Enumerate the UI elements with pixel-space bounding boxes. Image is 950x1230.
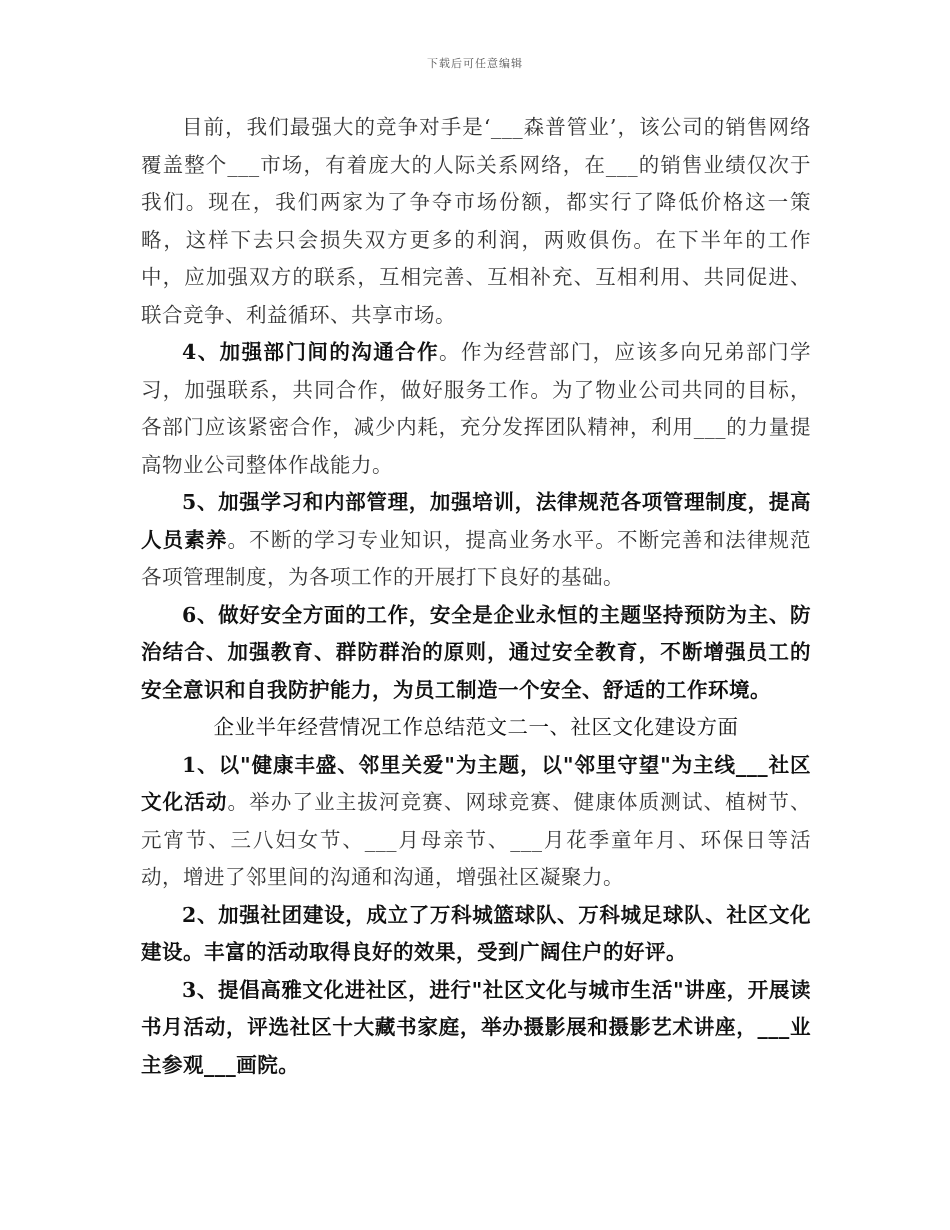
document-body [141,109,811,1084]
paragraph-competition [141,109,811,334]
paragraph-lead: 6、做好安全方面的工作，安全是企业永恒的主题坚持预防为主、防治结合、加强教育、群防群治的原则，通过安全教育，不断增强员工的安全意识和自我防护能力，为员工制造一个安全、舒适的工作环境。 [141,602,811,702]
paragraph-lead: 2、加强社团建设，成立了万科城篮球队、万科城足球队、社区文化建设。丰富的活动取得良好的效果，受到广阔住户的好评。 [141,902,811,964]
paragraph-text: 。作为经营部门，应该多向兄弟部门学习，加强联系，共同合作，做好服务工作。为了物业公司共同的目标，各部门应该紧密合作，减少内耗，充分发挥团队精神，利用___的力量提高物业公司整体作战能力。 [141,340,812,477]
paragraph-text: 。举办了业主拔河竞赛、网球竞赛、健康体质测试、植树节、元宵节、三八妇女节、___月母亲节、___月花季童年月、环保日等活动，增进了邻里间的沟通和沟通，增强社区凝聚力。 [141,790,812,889]
paragraph-text: 。不断的学习专业知识，提高业务水平。不断完善和法律规范各项管理制度，为各项工作的开展打下良好的基础。 [141,527,812,589]
paragraph-item-5 [141,484,811,597]
paragraph-item-1 [141,747,811,897]
paragraph-item-4 [141,334,811,484]
paragraph-text: 目前，我们最强大的竞争对手是‘___森普管业’，该公司的销售网络覆盖整个___市场，有着庞大的人际关系网络，在___的销售业绩仅次于我们。现在，我们两家为了争夺市场份额，都实行了降低价格这一策略，这样下去只会损失双方更多的利润，两败俱伤。在下半年的工作中，应加强双方的联系，互相完善、互相补充、互相利用、共同促进、联合竞争、利益循环、共享市场。 [141,115,811,327]
paragraph-item-2 [141,897,811,972]
paragraph-lead: 5、加强学习和内部管理，加强培训，法律规范各项管理制度，提高人员素养 [141,490,811,552]
section-heading: 企业半年经营情况工作总结范文二一、社区文化建设方面 [213,715,739,739]
paragraph-item-6 [141,597,811,710]
paragraph-lead: 1、以"健康丰盛、邻里关爱"为主题，以"邻里守望"为主线___社区文化活动 [141,752,811,814]
page-header: 下载后可任意编辑 [427,57,523,70]
paragraph-lead: 4、加强部门间的沟通合作 [182,340,440,364]
paragraph-item-3 [141,972,811,1085]
paragraph-lead: 3、提倡高雅文化进社区，进行"社区文化与城市生活"讲座，开展读书月活动，评选社区十大藏书家庭，举办摄影展和摄影艺术讲座，___业主参观___画院。 [141,977,811,1077]
